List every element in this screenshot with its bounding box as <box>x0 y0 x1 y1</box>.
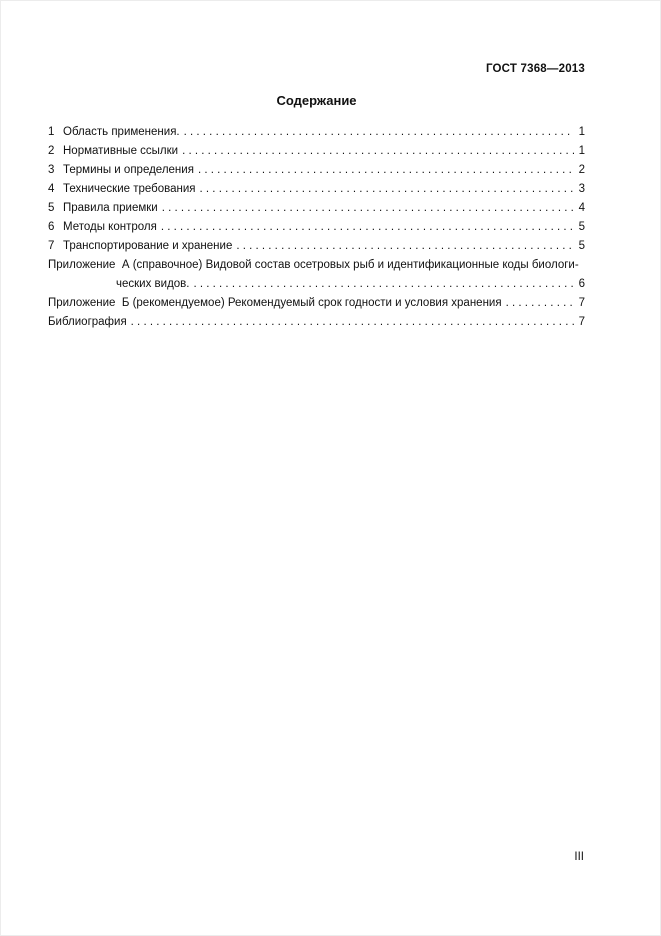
toc-entry-page: 7 <box>578 297 585 309</box>
toc-entry-page: 1 <box>578 126 585 138</box>
toc-entry-label: Транспортирование и хранение <box>63 240 233 252</box>
toc-entry-page: 2 <box>578 164 585 176</box>
page-title: Содержание <box>276 93 357 108</box>
dot-leader <box>198 161 574 180</box>
toc-entry-label: Методы контроля <box>63 221 157 233</box>
toc-entry-page: 1 <box>578 145 585 157</box>
toc-entry-page: 6 <box>578 278 585 290</box>
toc-entry-page: 5 <box>578 240 585 252</box>
toc-entry-number: 4 <box>48 183 55 195</box>
appendix-b-entry <box>48 294 585 313</box>
toc-entry-number: 6 <box>48 221 55 233</box>
dot-leader <box>182 142 574 161</box>
toc-entry-label: Область применения. <box>63 126 180 138</box>
toc-entry-number: 5 <box>48 202 55 214</box>
toc-entry <box>48 237 585 256</box>
dot-leader <box>506 294 574 313</box>
toc-entry-page: 4 <box>578 202 585 214</box>
doc-number: ГОСТ 7368—2013 <box>485 63 585 75</box>
toc-entry <box>48 123 585 142</box>
toc-entry-page: 7 <box>578 316 585 328</box>
dot-leader <box>236 237 573 256</box>
bibliography-entry <box>48 313 585 332</box>
toc-entry-label: Библиография <box>48 316 127 328</box>
toc-entry-label: Приложение Б (рекомендуемое) Рекомендуемый срок годности и условия хранения <box>48 297 502 309</box>
toc-entry-number: 3 <box>48 164 55 176</box>
toc-entry-label: Правила приемки <box>63 202 158 214</box>
dot-leader <box>131 313 574 332</box>
dot-leader <box>161 218 574 237</box>
dot-leader <box>184 123 574 142</box>
toc-entry-number: 1 <box>48 126 55 138</box>
dot-leader <box>162 199 574 218</box>
appendix-a-line1 <box>48 256 585 275</box>
toc-entry <box>48 161 585 180</box>
toc-entry-label: Технические требования <box>63 183 196 195</box>
toc-entry-label: Нормативные ссылки <box>63 145 179 157</box>
toc-entry-label: Приложение А (справочное) Видовой состав осетровых рыб и идентификационные коды биологи- <box>48 259 579 271</box>
table-of-contents <box>48 123 585 332</box>
appendix-a-line2 <box>48 275 585 294</box>
toc-entry-number: 2 <box>48 145 55 157</box>
dot-leader <box>193 275 573 294</box>
toc-entry <box>48 142 585 161</box>
toc-entry-label: Термины и определения <box>63 164 194 176</box>
toc-entry-page: 5 <box>578 221 585 233</box>
page-content <box>48 1 585 332</box>
folio-page-number: III <box>574 851 584 863</box>
dot-leader <box>200 180 574 199</box>
toc-entry-page: 3 <box>578 183 585 195</box>
toc-entry-label: ческих видов. <box>116 278 190 290</box>
toc-entry <box>48 199 585 218</box>
toc-entry-number: 7 <box>48 240 55 252</box>
toc-entry <box>48 180 585 199</box>
toc-entry <box>48 218 585 237</box>
